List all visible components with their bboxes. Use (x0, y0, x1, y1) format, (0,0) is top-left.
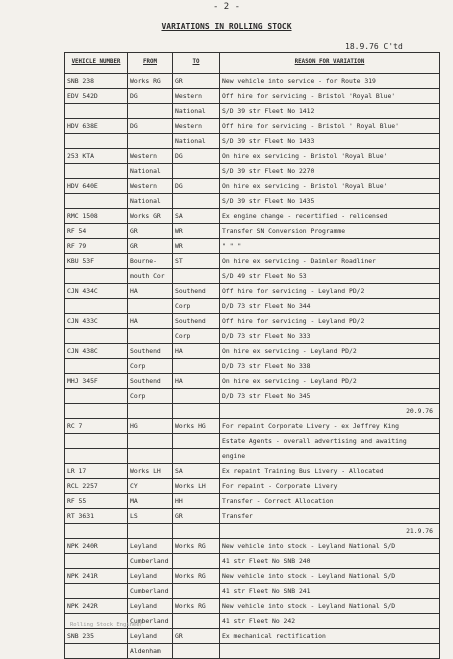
table-row (65, 479, 440, 494)
vehicle-cell (65, 104, 128, 119)
table-row (65, 509, 440, 524)
vehicle-cell: RF 55 (65, 494, 128, 509)
to-cell (173, 434, 220, 449)
reason-cell: New vehicle into stock - Leyland National S/D (220, 539, 440, 554)
reason-cell: " " " (220, 239, 440, 254)
to-cell: Works HG (173, 419, 220, 434)
from-cell: Leyland (128, 629, 173, 644)
vehicle-cell: MHJ 345F (65, 374, 128, 389)
table-row (65, 164, 440, 179)
from-cell: Works RG (128, 74, 173, 89)
vehicle-cell: NPK 242R (65, 599, 128, 614)
to-cell (173, 389, 220, 404)
table-row (65, 419, 440, 434)
vehicle-cell (65, 644, 128, 659)
reason-cell: Transfer - Correct Allocation (220, 494, 440, 509)
reason-cell: Estate Agents - overall advertising and awaiting (220, 434, 440, 449)
to-cell: DG (173, 179, 220, 194)
vehicle-cell: RF 54 (65, 224, 128, 239)
vehicle-cell: KBU 53F (65, 254, 128, 269)
to-cell: GR (173, 509, 220, 524)
to-cell: Western (173, 89, 220, 104)
from-cell (128, 524, 173, 539)
from-cell: DG (128, 89, 173, 104)
to-cell (173, 404, 220, 419)
vehicle-cell: NPK 241R (65, 569, 128, 584)
vehicle-cell: SNB 235 (65, 629, 128, 644)
from-cell (128, 434, 173, 449)
from-cell: Works LH (128, 464, 173, 479)
reason-cell: S/D 39 str Fleet No 1433 (220, 134, 440, 149)
to-cell: HA (173, 344, 220, 359)
to-cell: WR (173, 239, 220, 254)
to-cell: Corp (173, 299, 220, 314)
vehicle-cell: LR 17 (65, 464, 128, 479)
from-cell: CY (128, 479, 173, 494)
vehicle-cell: RF 79 (65, 239, 128, 254)
table-row (65, 254, 440, 269)
vehicle-cell (65, 194, 128, 209)
vehicle-cell: RCL 2257 (65, 479, 128, 494)
vehicle-cell (65, 269, 128, 284)
vehicle-cell: 253 KTA (65, 149, 128, 164)
reason-cell: 41 str Fleet No SNB 240 (220, 554, 440, 569)
vehicle-cell (65, 299, 128, 314)
vehicle-cell (65, 164, 128, 179)
table-row (65, 599, 440, 614)
vehicle-cell: HDV 640E (65, 179, 128, 194)
reason-cell: New vehicle into stock - Leyland National S/D (220, 599, 440, 614)
from-cell: Leyland (128, 569, 173, 584)
vehicle-cell (65, 524, 128, 539)
table-row (65, 209, 440, 224)
to-cell: Works RG (173, 599, 220, 614)
reason-cell: D/D 73 str Fleet No 333 (220, 329, 440, 344)
table-row (65, 239, 440, 254)
vehicle-cell: SNB 238 (65, 74, 128, 89)
table-row (65, 329, 440, 344)
to-cell (173, 269, 220, 284)
from-cell: Aldenham (128, 644, 173, 659)
table-row (65, 374, 440, 389)
to-cell: GR (173, 74, 220, 89)
table-row (65, 584, 440, 599)
from-cell: Southend (128, 374, 173, 389)
reason-cell: D/D 73 str Fleet No 338 (220, 359, 440, 374)
reason-cell: Ex mechanical rectification (220, 629, 440, 644)
table-row (65, 524, 440, 539)
vehicle-cell (65, 359, 128, 374)
reason-cell: New vehicle into service - for Route 319 (220, 74, 440, 89)
to-cell: National (173, 134, 220, 149)
to-cell (173, 194, 220, 209)
from-cell (128, 104, 173, 119)
table-row (65, 554, 440, 569)
from-cell (128, 329, 173, 344)
vehicle-cell (65, 554, 128, 569)
from-cell: National (128, 194, 173, 209)
table-row (65, 224, 440, 239)
from-cell: Western (128, 149, 173, 164)
to-cell: ST (173, 254, 220, 269)
reason-cell: S/D 39 str Fleet No 1412 (220, 104, 440, 119)
from-cell: Bourne- (128, 254, 173, 269)
table-row (65, 194, 440, 209)
vehicle-cell: EDV 542D (65, 89, 128, 104)
reason-cell: Off hire for servicing - Leyland PD/2 (220, 284, 440, 299)
from-cell (128, 449, 173, 464)
from-cell: Works GR (128, 209, 173, 224)
rolling-stock-table (64, 52, 440, 659)
to-cell: Works RG (173, 569, 220, 584)
table-row (65, 344, 440, 359)
table-row (65, 104, 440, 119)
table-row (65, 179, 440, 194)
vehicle-cell (65, 584, 128, 599)
document-title: VARIATIONS IN ROLLING STOCK (161, 22, 292, 31)
page-number: - 2 - (212, 2, 241, 12)
from-cell: National (128, 164, 173, 179)
vehicle-cell (65, 329, 128, 344)
to-cell (173, 164, 220, 179)
from-cell (128, 134, 173, 149)
vehicle-cell: RC 7 (65, 419, 128, 434)
to-cell (173, 584, 220, 599)
to-cell: SA (173, 209, 220, 224)
vehicle-cell: NPK 240R (65, 539, 128, 554)
reason-cell: Off hire for servicing - Bristol ' Royal Blue' (220, 119, 440, 134)
reason-cell: On hire ex servicing - Bristol 'Royal Blue' (220, 149, 440, 164)
to-cell: Southend (173, 284, 220, 299)
from-cell: GR (128, 239, 173, 254)
footer (70, 622, 430, 629)
from-cell: Corp (128, 359, 173, 374)
table-body (65, 74, 440, 659)
reason-cell: D/D 73 str Fleet No 344 (220, 299, 440, 314)
from-cell: Cumberland (128, 584, 173, 599)
reason-cell: On hire ex servicing - Leyland PD/2 (220, 374, 440, 389)
from-cell: Leyland (128, 539, 173, 554)
column-header-reason: REASON FOR VARIATION (220, 53, 440, 74)
vehicle-cell: RMC 1508 (65, 209, 128, 224)
vehicle-cell: CJN 434C (65, 284, 128, 299)
to-cell (173, 449, 220, 464)
vehicle-cell (65, 134, 128, 149)
table-row (65, 299, 440, 314)
to-cell: SA (173, 464, 220, 479)
reason-cell: S/D 49 str Fleet No 53 (220, 269, 440, 284)
from-cell (128, 404, 173, 419)
table-row (65, 404, 440, 419)
from-cell: Southend (128, 344, 173, 359)
to-cell (173, 644, 220, 659)
reason-cell: Off hire for servicing - Bristol 'Royal Blue' (220, 89, 440, 104)
table-row (65, 149, 440, 164)
vehicle-cell: CJN 433C (65, 314, 128, 329)
from-cell (128, 299, 173, 314)
to-cell (173, 554, 220, 569)
table-row (65, 119, 440, 134)
reason-cell: On hire ex servicing - Daimler Roadliner (220, 254, 440, 269)
reason-cell: On hire ex servicing - Leyland PD/2 (220, 344, 440, 359)
table-row (65, 89, 440, 104)
reason-cell: 21.9.76 (220, 524, 440, 539)
from-cell: mouth Cor (128, 269, 173, 284)
column-header-from: FROM (128, 53, 173, 74)
reason-cell: Ex repaint Training Bus Livery - Allocated (220, 464, 440, 479)
reason-cell: Ex engine change - recertified - relicensed (220, 209, 440, 224)
from-cell: HA (128, 284, 173, 299)
vehicle-cell: CJN 438C (65, 344, 128, 359)
from-cell: Western (128, 179, 173, 194)
reason-cell: engine (220, 449, 440, 464)
vehicle-cell (65, 404, 128, 419)
table-header-row (65, 53, 440, 74)
vehicle-cell (65, 389, 128, 404)
from-cell: DG (128, 119, 173, 134)
reason-cell: D/D 73 str Fleet No 345 (220, 389, 440, 404)
vehicle-cell (65, 449, 128, 464)
from-cell: HG (128, 419, 173, 434)
to-cell: HA (173, 374, 220, 389)
reason-cell: S/D 39 str Fleet No 2270 (220, 164, 440, 179)
table-row (65, 464, 440, 479)
from-cell: LS (128, 509, 173, 524)
from-cell: HA (128, 314, 173, 329)
to-cell (173, 359, 220, 374)
table-row (65, 314, 440, 329)
table-row (65, 494, 440, 509)
footer-signature-title: Rolling Stock Engineer (70, 622, 143, 628)
table-row (65, 269, 440, 284)
document-date: 18.9.76 C'td (345, 42, 403, 51)
to-cell: Western (173, 119, 220, 134)
reason-cell: On hire ex servicing - Bristol 'Royal Blue' (220, 179, 440, 194)
reason-cell: 41 str Fleet No 242 (220, 614, 440, 629)
vehicle-cell: HDV 638E (65, 119, 128, 134)
column-header-vehicle: VEHICLE NUMBER (65, 53, 128, 74)
from-cell: GR (128, 224, 173, 239)
table-row (65, 134, 440, 149)
from-cell: Cumberland (128, 554, 173, 569)
reason-cell (220, 644, 440, 659)
reason-cell: 20.9.76 (220, 404, 440, 419)
to-cell: Works LH (173, 479, 220, 494)
reason-cell: 41 str Fleet No SNB 241 (220, 584, 440, 599)
reason-cell: New vehicle into stock - Leyland National S/D (220, 569, 440, 584)
table-row (65, 284, 440, 299)
column-header-to: TO (173, 53, 220, 74)
vehicle-cell (65, 434, 128, 449)
to-cell: Southend (173, 314, 220, 329)
vehicle-cell: RT 3631 (65, 509, 128, 524)
to-cell: Works RG (173, 539, 220, 554)
to-cell: Corp (173, 329, 220, 344)
table-row (65, 389, 440, 404)
from-cell: MA (128, 494, 173, 509)
table-row (65, 569, 440, 584)
from-cell: Leyland (128, 599, 173, 614)
reason-cell: Transfer (220, 509, 440, 524)
table-row (65, 539, 440, 554)
to-cell: GR (173, 629, 220, 644)
reason-cell: Transfer SN Conversion Programme (220, 224, 440, 239)
table-row (65, 629, 440, 644)
reason-cell: Off hire for servicing - Leyland PD/2 (220, 314, 440, 329)
reason-cell: For repaint Corporate Livery - ex Jeffrey King (220, 419, 440, 434)
from-cell: Cumberland (128, 614, 173, 629)
to-cell: DG (173, 149, 220, 164)
to-cell: WR (173, 224, 220, 239)
to-cell: National (173, 104, 220, 119)
table-row (65, 74, 440, 89)
reason-cell: For repaint - Corporate Livery (220, 479, 440, 494)
table-row (65, 449, 440, 464)
table-row (65, 644, 440, 659)
to-cell: HH (173, 494, 220, 509)
reason-cell: S/D 39 str Fleet No 1435 (220, 194, 440, 209)
from-cell: Corp (128, 389, 173, 404)
to-cell (173, 524, 220, 539)
table-row (65, 434, 440, 449)
table-row (65, 359, 440, 374)
